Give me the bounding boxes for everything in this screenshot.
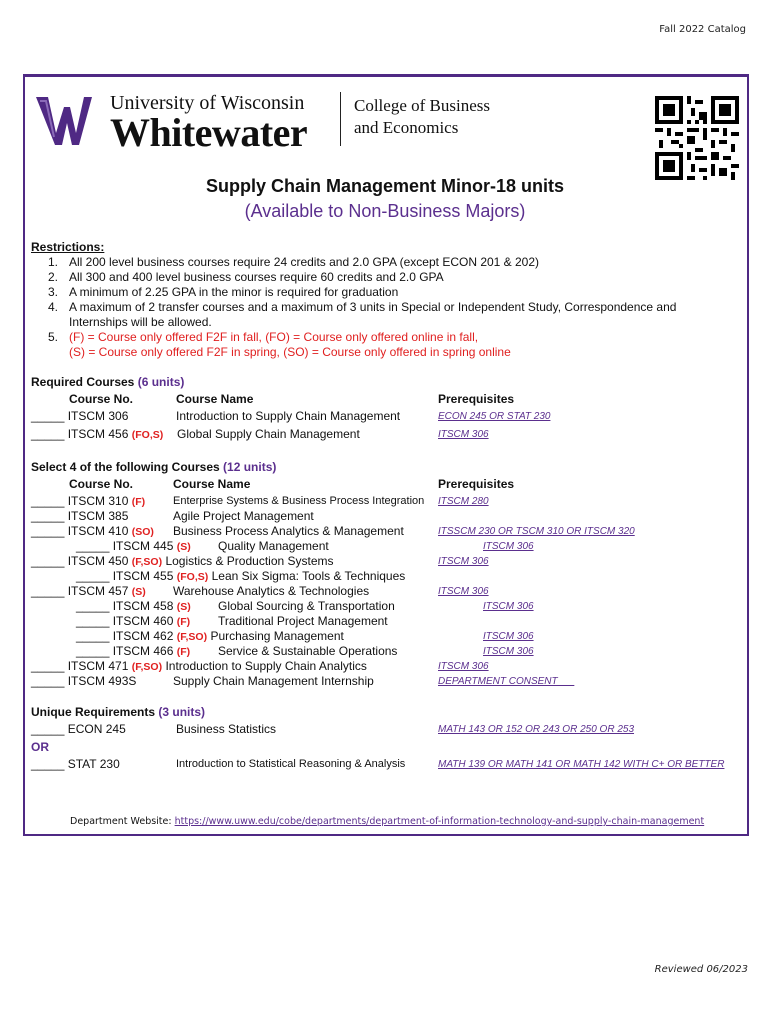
page-title: Supply Chain Management Minor-18 units <box>205 176 565 196</box>
unique-heading-text: Unique Requirements <box>31 705 156 719</box>
website-label: Department Website: <box>70 816 172 827</box>
department-website <box>70 816 704 827</box>
required-units: (6 units) <box>137 375 185 389</box>
checkoff-blank[interactable]: _____ <box>76 614 110 628</box>
catalog-label: Fall 2022 Catalog <box>659 24 746 35</box>
offering-tag: (F) <box>176 646 191 658</box>
select-units: (12 units) <box>223 460 277 474</box>
checkoff-blank[interactable]: _____ <box>31 494 65 508</box>
university-name-line2: Whitewater <box>110 110 308 155</box>
course-name: Traditional Project Management <box>218 614 388 628</box>
prerequisite-link[interactable]: DEPARTMENT CONSENT___ <box>438 676 575 687</box>
restriction-text: Internships will be allowed. <box>69 315 212 329</box>
prerequisite-link[interactable]: ITSCM 280 <box>438 496 489 507</box>
uww-logo-icon <box>34 93 94 147</box>
course-number: ITSCM 445 <box>112 539 174 553</box>
course-name: Introduction to Supply Chain Analytics <box>165 659 367 673</box>
prerequisite-link[interactable]: ITSCM 306 <box>483 631 534 642</box>
checkoff-blank[interactable]: _____ <box>31 722 65 736</box>
table-row <box>31 722 126 736</box>
course-number: ITSCM 471 <box>67 659 129 673</box>
offering-tag: (F,SO) <box>131 661 163 673</box>
course-number: ITSCM 450 <box>67 554 129 568</box>
page-subtitle: (Available to Non-Business Majors) <box>244 201 526 221</box>
table-row <box>31 427 163 441</box>
header-divider <box>340 92 341 146</box>
restriction-text: (S) = Course only offered F2F in spring, (SO) = Course only offered in spring online <box>69 345 511 359</box>
checkoff-blank[interactable]: _____ <box>76 629 110 643</box>
unique-heading <box>31 705 205 719</box>
prerequisite-link[interactable]: ITSCM 306 <box>483 541 534 552</box>
reviewed-date: Reviewed 06/2023 <box>654 964 748 975</box>
course-number: ITSCM 455 <box>112 569 174 583</box>
select-heading <box>31 460 276 474</box>
offering-tag: (F) <box>176 616 191 628</box>
offering-tag: (FO,S) <box>176 571 209 583</box>
restriction-number: 1. <box>48 255 59 269</box>
offering-tag: (F,SO) <box>131 556 163 568</box>
restriction-text: A maximum of 2 transfer courses and a maximum of 3 units in Special or Independent Study, Correspondence and <box>69 300 677 314</box>
restriction-text: (F) = Course only offered F2F in fall, (FO) = Course only offered online in fall, <box>69 330 479 344</box>
course-name: Introduction to Supply Chain Management <box>176 409 401 423</box>
course-number: ITSCM 456 <box>67 427 129 441</box>
restriction-number: 5. <box>48 330 59 344</box>
course-number: ITSCM 493S <box>67 674 137 688</box>
prerequisite-link[interactable]: ITSCM 306 <box>438 586 489 597</box>
offering-tag: (F) <box>131 496 146 508</box>
college-name-line2: and Economics <box>354 118 459 137</box>
offering-tag: (S) <box>176 601 191 613</box>
table-row <box>76 644 190 658</box>
course-name: Global Supply Chain Management <box>177 427 360 441</box>
table-row <box>31 584 146 598</box>
course-number: ITSCM 466 <box>112 644 174 658</box>
course-number: ECON 245 <box>67 722 126 736</box>
course-number: ITSCM 457 <box>67 584 129 598</box>
course-number: ITSCM 462 <box>112 629 174 643</box>
checkoff-blank[interactable]: _____ <box>76 644 110 658</box>
checkoff-blank[interactable]: _____ <box>31 409 65 423</box>
col-course-name: Course Name <box>173 477 251 491</box>
course-name: Supply Chain Management Internship <box>173 674 374 688</box>
col-course-name: Course Name <box>176 392 254 406</box>
checkoff-blank[interactable]: _____ <box>31 509 65 523</box>
or-label: OR <box>31 740 49 754</box>
university-name-line1: University of Wisconsin <box>110 92 305 114</box>
course-name: Enterprise Systems & Business Process Integration <box>173 495 425 507</box>
table-row <box>76 614 190 628</box>
course-number: ITSCM 306 <box>67 409 129 423</box>
restriction-number: 3. <box>48 285 59 299</box>
course-number: ITSCM 385 <box>67 509 129 523</box>
checkoff-blank[interactable]: _____ <box>31 659 65 673</box>
offering-tag: (S) <box>131 586 146 598</box>
table-row <box>31 509 128 523</box>
prerequisite-link[interactable]: ITSCM 306 <box>438 661 489 672</box>
table-row <box>31 494 145 508</box>
table-row <box>76 539 191 553</box>
prerequisite-link[interactable]: ITSCM 306 <box>438 556 489 567</box>
course-name: Purchasing Management <box>210 629 344 643</box>
offering-tag: (SO) <box>131 526 154 538</box>
course-name: Logistics & Production Systems <box>165 554 334 568</box>
course-number: ITSCM 460 <box>112 614 174 628</box>
checkoff-blank[interactable]: _____ <box>31 674 65 688</box>
checkoff-blank[interactable]: _____ <box>76 599 110 613</box>
course-name: Business Process Analytics & Management <box>173 524 404 538</box>
select-heading-text: Select 4 of the following Courses <box>31 460 220 474</box>
restriction-number: 4. <box>48 300 59 314</box>
course-name: Lean Six Sigma: Tools & Techniques <box>211 569 406 583</box>
restriction-text: A minimum of 2.25 GPA in the minor is required for graduation <box>69 285 399 299</box>
course-name: Global Sourcing & Transportation <box>218 599 395 613</box>
col-course-no: Course No. <box>69 392 134 406</box>
prerequisite-link[interactable]: ITSCM 306 <box>483 646 534 657</box>
course-name: Quality Management <box>218 539 329 553</box>
required-heading <box>31 375 184 389</box>
website-link[interactable]: https://www.uww.edu/cobe/departments/department-of-information-technology-and-supply-chain-management <box>174 816 705 827</box>
course-name: Introduction to Statistical Reasoning & Analysis <box>176 758 406 770</box>
course-name: Business Statistics <box>176 722 277 736</box>
college-name-line1: College of Business <box>354 96 490 115</box>
table-row <box>76 569 405 583</box>
checkoff-blank[interactable]: _____ <box>31 524 65 538</box>
offering-tag: (FO,S) <box>131 429 164 441</box>
table-row <box>31 757 120 771</box>
checkoff-blank[interactable]: _____ <box>76 569 110 583</box>
prerequisite-link[interactable]: ECON 245 OR STAT 230 <box>438 411 551 422</box>
table-row <box>31 674 136 688</box>
qr-code-icon[interactable] <box>655 96 739 180</box>
prerequisite-link[interactable]: MATH 139 OR MATH 141 OR MATH 142 WITH C+ OR BETTER <box>438 759 725 770</box>
checkoff-blank[interactable]: _____ <box>76 539 110 553</box>
table-row <box>31 409 128 423</box>
col-course-no: Course No. <box>69 477 134 491</box>
course-number: STAT 230 <box>67 757 120 771</box>
course-number: ITSCM 410 <box>67 524 129 538</box>
table-row <box>31 554 334 568</box>
offering-tag: (F,SO) <box>176 631 208 643</box>
unique-units: (3 units) <box>158 705 206 719</box>
table-row <box>31 524 154 538</box>
course-number: ITSCM 310 <box>67 494 129 508</box>
prerequisite-link[interactable]: ITSSCM 230 OR TSCM 310 OR ITSCM 320 <box>438 526 635 537</box>
course-name: Service & Sustainable Operations <box>218 644 398 658</box>
table-row <box>76 629 344 643</box>
prerequisite-link[interactable]: ITSCM 306 <box>438 429 489 440</box>
col-prerequisites: Prerequisites <box>438 477 515 491</box>
checkoff-blank[interactable]: _____ <box>31 584 65 598</box>
col-prerequisites: Prerequisites <box>438 392 515 406</box>
checkoff-blank[interactable]: _____ <box>31 757 65 771</box>
course-name: Warehouse Analytics & Technologies <box>173 584 370 598</box>
table-row <box>31 659 367 673</box>
table-row <box>76 599 191 613</box>
prerequisite-link[interactable]: MATH 143 OR 152 OR 243 OR 250 OR 253 <box>438 724 635 735</box>
checkoff-blank[interactable]: _____ <box>31 427 65 441</box>
offering-tag: (S) <box>176 541 191 553</box>
restrictions-heading: Restrictions: <box>31 240 105 254</box>
course-name: Agile Project Management <box>173 509 314 523</box>
required-heading-text: Required Courses <box>31 375 135 389</box>
restriction-text: All 300 and 400 level business courses require 60 credits and 2.0 GPA <box>69 270 444 284</box>
prerequisite-link[interactable]: ITSCM 306 <box>483 601 534 612</box>
course-number: ITSCM 458 <box>112 599 174 613</box>
restriction-number: 2. <box>48 270 59 284</box>
restriction-text: All 200 level business courses require 24 credits and 2.0 GPA (except ECON 201 & 202) <box>69 255 540 269</box>
checkoff-blank[interactable]: _____ <box>31 554 65 568</box>
